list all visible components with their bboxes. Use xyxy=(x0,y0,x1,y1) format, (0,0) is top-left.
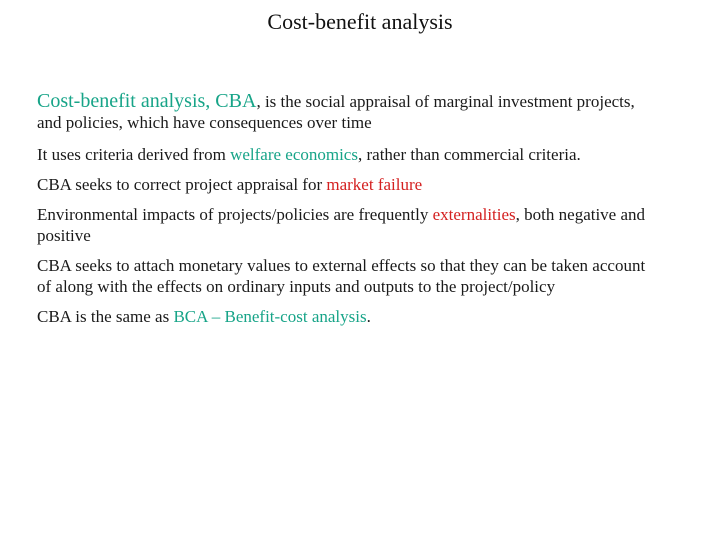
term-bca: BCA – Benefit-cost analysis xyxy=(173,307,367,326)
bca-text-after: . xyxy=(366,307,371,326)
bca-text-before: CBA is the same as xyxy=(37,307,174,326)
paragraph-monetary-values xyxy=(37,255,657,297)
paragraph-definition xyxy=(37,91,657,133)
paragraph-market-failure xyxy=(37,174,657,195)
term-market-failure: market failure xyxy=(326,175,423,194)
term-externalities: externalities xyxy=(432,205,516,224)
definition-text: , is the social appraisal of marginal investment projects, and policies, which have consequences over time xyxy=(37,92,635,132)
paragraph-criteria xyxy=(37,144,657,165)
externalities-text-before: Environmental impacts of projects/policies are frequently xyxy=(37,205,433,224)
market-failure-text-before: CBA seeks to correct project appraisal for xyxy=(37,175,327,194)
criteria-text-before: It uses criteria derived from xyxy=(37,145,231,164)
monetary-values-text: CBA seeks to attach monetary values to external effects so that they can be taken account of along with the effects on ordinary inputs and outputs to the project/policy xyxy=(37,256,646,296)
term-welfare-economics: welfare economics xyxy=(230,145,358,164)
page-title: Cost-benefit analysis xyxy=(267,9,453,34)
criteria-text-after: , rather than commercial criteria. xyxy=(357,145,581,164)
slide-body xyxy=(37,91,657,336)
term-cba: Cost-benefit analysis, CBA xyxy=(37,90,257,112)
paragraph-bca xyxy=(37,306,657,327)
externalities-text-after: , both negative and positive xyxy=(37,205,646,245)
paragraph-externalities xyxy=(37,204,657,246)
